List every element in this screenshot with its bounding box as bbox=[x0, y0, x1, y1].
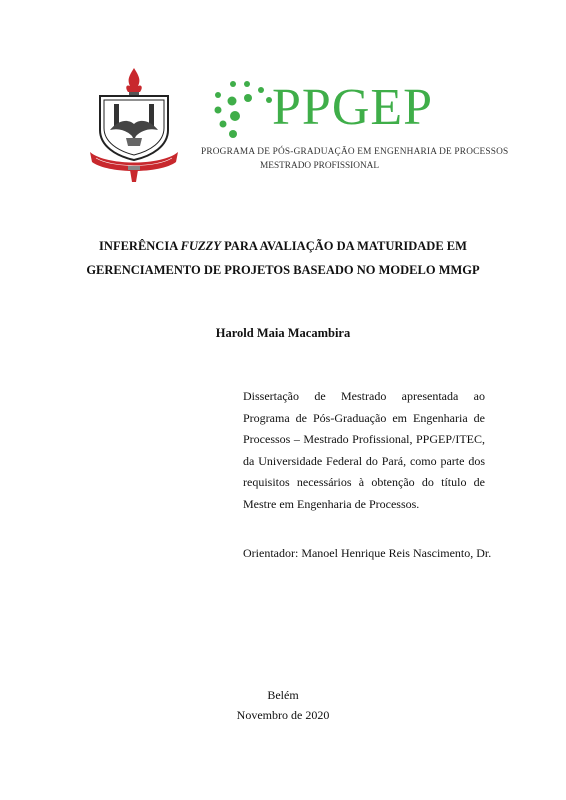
title-italic-word: FUZZY bbox=[180, 239, 221, 253]
ppgep-emblem-icon bbox=[213, 78, 279, 140]
date: Novembro de 2020 bbox=[236, 708, 330, 722]
title-prefix: INFERÊNCIA bbox=[99, 239, 181, 253]
title-line-2: GERENCIAMENTO DE PROJETOS BASEADO NO MODELO MMGP bbox=[86, 263, 480, 277]
dissertation-description: Dissertação de Mestrado apresentada ao Programa de Pós-Graduação em Engenharia de Processos – Mestrado Profissional, PPGEP/ITEC, da Universidade Federal do Pará, como parte dos requisitos necessários à obtenção do título de Mestre em Engenharia de Processos. bbox=[243, 389, 485, 511]
ufpa-seal-logo bbox=[86, 66, 182, 184]
ppgep-program-name: PROGRAMA DE PÓS-GRADUAÇÃO EM ENGENHARIA DE PROCESSOS bbox=[201, 147, 509, 157]
title-suffix: PARA AVALIAÇÃO DA MATURIDADE EM bbox=[220, 239, 467, 253]
ppgep-wordmark: PPGEP bbox=[272, 79, 434, 136]
city: Belém bbox=[267, 688, 299, 702]
document-title bbox=[0, 234, 566, 282]
ppgep-mestrado-label: MESTRADO PROFISSIONAL bbox=[260, 161, 380, 171]
title-line-1 bbox=[0, 234, 566, 258]
author-name: Harold Maia Macambira bbox=[215, 326, 351, 340]
advisor-line: Orientador: Manoel Henrique Reis Nascimento, Dr. bbox=[243, 546, 492, 560]
